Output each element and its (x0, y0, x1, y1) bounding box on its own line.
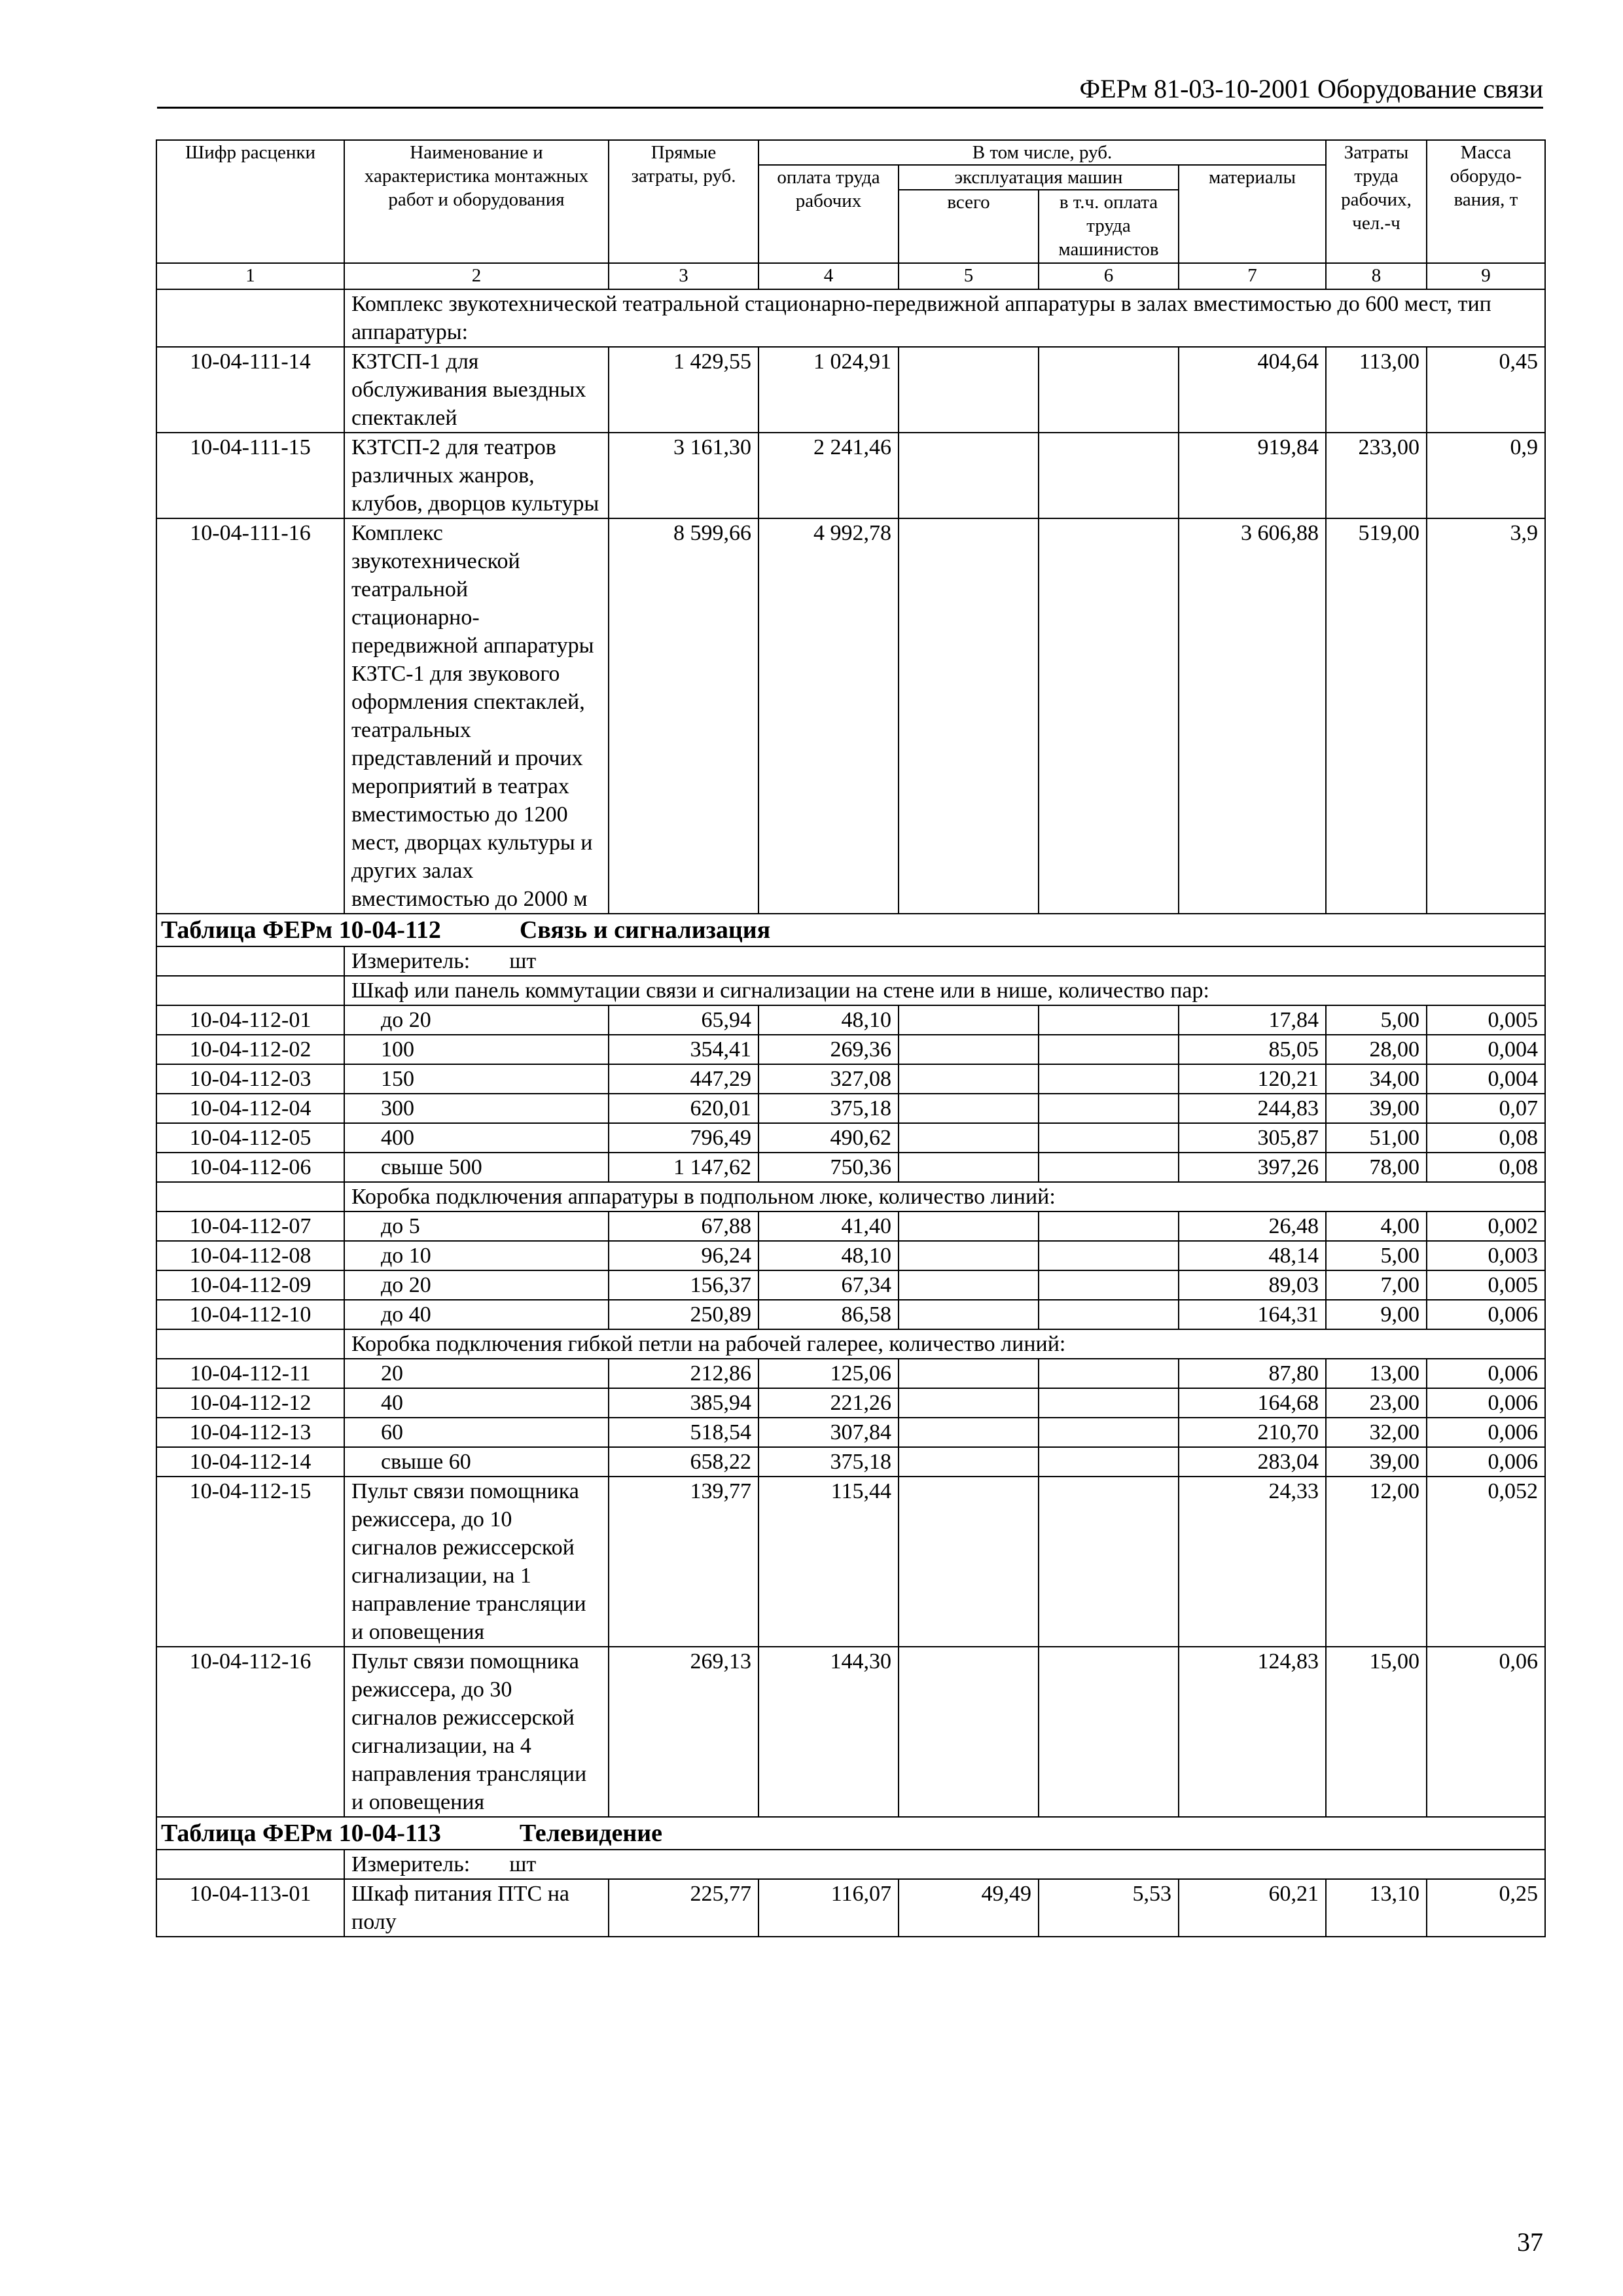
materials-cell: 120,21 (1179, 1064, 1326, 1094)
labor-hours-cell: 23,00 (1326, 1388, 1427, 1418)
col-direct-header: Прямые затраты, руб. (609, 140, 758, 263)
labor-hours-cell: 7,00 (1326, 1270, 1427, 1300)
machinist-pay-cell (1039, 1094, 1179, 1123)
machines-total-cell (899, 1153, 1039, 1182)
rate-code-cell: 10-04-111-14 (156, 347, 344, 433)
machines-total-cell (899, 1647, 1039, 1817)
table-row (156, 1005, 1545, 1035)
table-row (156, 1418, 1545, 1447)
mass-cell: 0,003 (1427, 1241, 1545, 1270)
table-row (156, 1064, 1545, 1094)
direct-cost-cell: 225,77 (609, 1879, 758, 1937)
mass-cell: 0,006 (1427, 1359, 1545, 1388)
materials-cell: 404,64 (1179, 347, 1326, 433)
materials-cell: 17,84 (1179, 1005, 1326, 1035)
mass-cell: 0,9 (1427, 433, 1545, 518)
labor-hours-cell: 78,00 (1326, 1153, 1427, 1182)
col-number: 3 (609, 263, 758, 289)
rate-code-cell: 10-04-112-16 (156, 1647, 344, 1817)
measure-label: Измеритель: (351, 1852, 471, 1876)
col-number: 2 (344, 263, 609, 289)
rates-table (156, 139, 1546, 1937)
materials-cell: 60,21 (1179, 1879, 1326, 1937)
labor-pay-cell: 221,26 (758, 1388, 899, 1418)
table-title-name: Связь и сигнализация (519, 916, 771, 944)
rate-code-cell: 10-04-112-09 (156, 1270, 344, 1300)
rate-code-cell: 10-04-112-04 (156, 1094, 344, 1123)
mass-cell: 0,006 (1427, 1300, 1545, 1329)
table-title (156, 914, 1545, 946)
materials-cell: 919,84 (1179, 433, 1326, 518)
mass-cell: 0,002 (1427, 1211, 1545, 1241)
col-number: 7 (1179, 263, 1326, 289)
labor-pay-cell: 144,30 (758, 1647, 899, 1817)
machines-total-cell (899, 1094, 1039, 1123)
labor-hours-cell: 519,00 (1326, 518, 1427, 914)
direct-cost-cell: 212,86 (609, 1359, 758, 1388)
blank-code-cell (156, 1329, 344, 1359)
table-row (156, 1300, 1545, 1329)
col-number: 4 (758, 263, 899, 289)
table-title-row (156, 1817, 1545, 1850)
work-name-cell: КЗТСП-1 для обслуживания выездных спектаклей (344, 347, 609, 433)
labor-pay-cell: 4 992,78 (758, 518, 899, 914)
labor-hours-cell: 9,00 (1326, 1300, 1427, 1329)
work-name-cell: Шкаф питания ПТС на полу (344, 1879, 609, 1937)
labor-hours-cell: 39,00 (1326, 1447, 1427, 1477)
work-name-cell: 400 (344, 1123, 609, 1153)
table-row (156, 1094, 1545, 1123)
machines-total-cell (899, 1064, 1039, 1094)
direct-cost-cell: 385,94 (609, 1388, 758, 1418)
machines-total-cell (899, 1447, 1039, 1477)
measure-row (156, 946, 1545, 976)
direct-cost-cell: 8 599,66 (609, 518, 758, 914)
rate-code-cell: 10-04-112-01 (156, 1005, 344, 1035)
labor-hours-cell: 34,00 (1326, 1064, 1427, 1094)
labor-hours-cell: 5,00 (1326, 1241, 1427, 1270)
machinist-pay-cell (1039, 518, 1179, 914)
direct-cost-cell: 96,24 (609, 1241, 758, 1270)
machinist-pay-cell (1039, 1447, 1179, 1477)
labor-hours-cell: 39,00 (1326, 1094, 1427, 1123)
labor-hours-cell: 233,00 (1326, 433, 1427, 518)
mass-cell: 0,005 (1427, 1270, 1545, 1300)
rate-code-cell: 10-04-112-12 (156, 1388, 344, 1418)
rate-code-cell: 10-04-112-15 (156, 1477, 344, 1647)
rate-code-cell: 10-04-112-10 (156, 1300, 344, 1329)
materials-cell: 48,14 (1179, 1241, 1326, 1270)
rate-code-cell: 10-04-112-05 (156, 1123, 344, 1153)
materials-cell: 305,87 (1179, 1123, 1326, 1153)
work-name-cell: 300 (344, 1094, 609, 1123)
measure-cell (344, 946, 1545, 976)
table-row (156, 1477, 1545, 1647)
labor-hours-cell: 28,00 (1326, 1035, 1427, 1064)
work-name-cell: до 5 (344, 1211, 609, 1241)
labor-pay-cell: 86,58 (758, 1300, 899, 1329)
labor-hours-cell: 5,00 (1326, 1005, 1427, 1035)
group-heading-row (156, 1329, 1545, 1359)
mass-cell: 0,45 (1427, 347, 1545, 433)
table-body (156, 289, 1545, 1937)
table-row (156, 1270, 1545, 1300)
table-row (156, 1123, 1545, 1153)
work-name-cell: 60 (344, 1418, 609, 1447)
direct-cost-cell: 67,88 (609, 1211, 758, 1241)
direct-cost-cell: 354,41 (609, 1035, 758, 1064)
labor-hours-cell: 13,10 (1326, 1879, 1427, 1937)
header-rule (157, 107, 1543, 109)
mass-cell: 0,004 (1427, 1035, 1545, 1064)
col-number: 5 (899, 263, 1039, 289)
table-header (156, 140, 1545, 289)
machines-total-cell (899, 1388, 1039, 1418)
labor-pay-cell: 1 024,91 (758, 347, 899, 433)
mass-cell: 0,006 (1427, 1447, 1545, 1477)
mass-cell: 0,07 (1427, 1094, 1545, 1123)
materials-cell: 24,33 (1179, 1477, 1326, 1647)
table-title-name: Телевидение (519, 1820, 662, 1847)
table-row (156, 1879, 1545, 1937)
work-name-cell: КЗТСП-2 для театров различных жанров, клубов, дворцов культуры (344, 433, 609, 518)
mass-cell: 0,004 (1427, 1064, 1545, 1094)
table-title-code: Таблица ФЕРм 10-04-113 (161, 1820, 441, 1847)
machines-total-cell (899, 1123, 1039, 1153)
machinist-pay-cell (1039, 1153, 1179, 1182)
machinist-pay-cell (1039, 347, 1179, 433)
blank-code-cell (156, 976, 344, 1005)
direct-cost-cell: 1 147,62 (609, 1153, 758, 1182)
blank-code-cell (156, 946, 344, 976)
machinist-pay-cell (1039, 433, 1179, 518)
page-header-title: ФЕРм 81-03-10-2001 Оборудование связи (1079, 74, 1543, 103)
col-name-header: Наименование и характеристика монтажных работ и оборудования (344, 140, 609, 263)
section-heading-row (156, 289, 1545, 347)
table-row (156, 1447, 1545, 1477)
machinist-pay-cell (1039, 1647, 1179, 1817)
direct-cost-cell: 3 161,30 (609, 433, 758, 518)
group-heading-text: Коробка подключения гибкой петли на рабочей галерее, количество линий: (344, 1329, 1545, 1359)
direct-cost-cell: 139,77 (609, 1477, 758, 1647)
table-row (156, 1647, 1545, 1817)
labor-pay-cell: 375,18 (758, 1094, 899, 1123)
machines-total-cell (899, 347, 1039, 433)
work-name-cell: 40 (344, 1388, 609, 1418)
labor-hours-cell: 13,00 (1326, 1359, 1427, 1388)
mass-cell: 0,08 (1427, 1153, 1545, 1182)
table-row (156, 1241, 1545, 1270)
work-name-cell: до 10 (344, 1241, 609, 1270)
rate-code-cell: 10-04-112-11 (156, 1359, 344, 1388)
materials-cell: 89,03 (1179, 1270, 1326, 1300)
table-row (156, 1211, 1545, 1241)
col-labor-cost-header: Затраты труда рабочих, чел.-ч (1326, 140, 1427, 263)
machinist-pay-cell: 5,53 (1039, 1879, 1179, 1937)
measure-unit: шт (509, 949, 537, 973)
labor-hours-cell: 51,00 (1326, 1123, 1427, 1153)
machines-total-cell (899, 1270, 1039, 1300)
materials-cell: 87,80 (1179, 1359, 1326, 1388)
work-name-cell: 150 (344, 1064, 609, 1094)
group-heading-text: Коробка подключения аппаратуры в подпольном люке, количество линий: (344, 1182, 1545, 1211)
measure-cell (344, 1850, 1545, 1879)
work-name-cell: Комплекс звукотехнической театральной стационарно-передвижной аппаратуры КЗТС-1 для звукового оформления спектаклей, театральных представлений и прочих мероприятий в театрах вместимостью до 1200 мест, дворцах культуры и других залах вместимостью до 2000 м (344, 518, 609, 914)
direct-cost-cell: 269,13 (609, 1647, 758, 1817)
work-name-cell: свыше 500 (344, 1153, 609, 1182)
materials-cell: 164,68 (1179, 1388, 1326, 1418)
work-name-cell: до 20 (344, 1270, 609, 1300)
mass-cell: 0,06 (1427, 1647, 1545, 1817)
rate-code-cell: 10-04-112-08 (156, 1241, 344, 1270)
col-labor-pay-header: оплата труда рабочих (758, 165, 899, 263)
blank-code-cell (156, 1182, 344, 1211)
group-heading-text: Комплекс звукотехнической театральной стационарно-передвижной аппаратуры в залах вместимостью до 600 мест, тип аппаратуры: (344, 289, 1545, 347)
materials-cell: 3 606,88 (1179, 518, 1326, 914)
labor-hours-cell: 12,00 (1326, 1477, 1427, 1647)
col-mass-header: Масса оборудо-вания, т (1427, 140, 1545, 263)
col-machines-header: эксплуатация машин (899, 165, 1179, 190)
machinist-pay-cell (1039, 1300, 1179, 1329)
labor-pay-cell: 41,40 (758, 1211, 899, 1241)
machinist-pay-cell (1039, 1241, 1179, 1270)
direct-cost-cell: 156,37 (609, 1270, 758, 1300)
labor-pay-cell: 48,10 (758, 1241, 899, 1270)
table-row (156, 1388, 1545, 1418)
machinist-pay-cell (1039, 1035, 1179, 1064)
work-name-cell: до 40 (344, 1300, 609, 1329)
col-incl-header: В том числе, руб. (758, 140, 1326, 165)
materials-cell: 244,83 (1179, 1094, 1326, 1123)
mass-cell: 3,9 (1427, 518, 1545, 914)
machinist-pay-cell (1039, 1418, 1179, 1447)
work-name-cell: до 20 (344, 1005, 609, 1035)
work-name-cell: Пульт связи помощника режиссера, до 30 сигналов режиссерской сигнализации, на 4 направления трансляции и оповещения (344, 1647, 609, 1817)
materials-cell: 164,31 (1179, 1300, 1326, 1329)
mass-cell: 0,25 (1427, 1879, 1545, 1937)
group-heading-text: Шкаф или панель коммутации связи и сигнализации на стене или в нише, количество пар: (344, 976, 1545, 1005)
rate-code-cell: 10-04-112-14 (156, 1447, 344, 1477)
labor-pay-cell: 67,34 (758, 1270, 899, 1300)
rate-code-cell: 10-04-112-02 (156, 1035, 344, 1064)
machines-total-cell (899, 1241, 1039, 1270)
direct-cost-cell: 518,54 (609, 1418, 758, 1447)
machines-total-cell (899, 1211, 1039, 1241)
direct-cost-cell: 796,49 (609, 1123, 758, 1153)
col-machinist-pay-header: в т.ч. оплата труда машинистов (1039, 190, 1179, 263)
labor-hours-cell: 4,00 (1326, 1211, 1427, 1241)
direct-cost-cell: 65,94 (609, 1005, 758, 1035)
table-row (156, 518, 1545, 914)
col-materials-header: материалы (1179, 165, 1326, 263)
rate-code-cell: 10-04-112-06 (156, 1153, 344, 1182)
measure-row (156, 1850, 1545, 1879)
machinist-pay-cell (1039, 1211, 1179, 1241)
direct-cost-cell: 447,29 (609, 1064, 758, 1094)
labor-pay-cell: 2 241,46 (758, 433, 899, 518)
rate-code-cell: 10-04-111-16 (156, 518, 344, 914)
rate-code-cell: 10-04-111-15 (156, 433, 344, 518)
rate-code-cell: 10-04-112-07 (156, 1211, 344, 1241)
machines-total-cell (899, 1359, 1039, 1388)
labor-pay-cell: 269,36 (758, 1035, 899, 1064)
rate-code-cell: 10-04-112-13 (156, 1418, 344, 1447)
direct-cost-cell: 1 429,55 (609, 347, 758, 433)
blank-code-cell (156, 289, 344, 347)
table-title-row (156, 914, 1545, 946)
group-heading-row (156, 1182, 1545, 1211)
table-row (156, 347, 1545, 433)
col-number: 1 (156, 263, 344, 289)
machines-total-cell (899, 518, 1039, 914)
machinist-pay-cell (1039, 1388, 1179, 1418)
labor-pay-cell: 327,08 (758, 1064, 899, 1094)
col-number: 8 (1326, 263, 1427, 289)
labor-pay-cell: 115,44 (758, 1477, 899, 1647)
machinist-pay-cell (1039, 1359, 1179, 1388)
page-number: 37 (1517, 2227, 1543, 2257)
group-heading-row (156, 976, 1545, 1005)
table-title-code: Таблица ФЕРм 10-04-112 (161, 916, 441, 944)
labor-hours-cell: 15,00 (1326, 1647, 1427, 1817)
labor-pay-cell: 490,62 (758, 1123, 899, 1153)
machines-total-cell (899, 433, 1039, 518)
materials-cell: 85,05 (1179, 1035, 1326, 1064)
measure-unit: шт (509, 1852, 537, 1876)
materials-cell: 397,26 (1179, 1153, 1326, 1182)
direct-cost-cell: 250,89 (609, 1300, 758, 1329)
mass-cell: 0,006 (1427, 1388, 1545, 1418)
work-name-cell: Пульт связи помощника режиссера, до 10 сигналов режиссерской сигнализации, на 1 направление трансляции и оповещения (344, 1477, 609, 1647)
direct-cost-cell: 658,22 (609, 1447, 758, 1477)
blank-code-cell (156, 1850, 344, 1879)
labor-pay-cell: 48,10 (758, 1005, 899, 1035)
materials-cell: 26,48 (1179, 1211, 1326, 1241)
table-row (156, 433, 1545, 518)
table-row (156, 1153, 1545, 1182)
machines-total-cell: 49,49 (899, 1879, 1039, 1937)
labor-pay-cell: 750,36 (758, 1153, 899, 1182)
rate-code-cell: 10-04-113-01 (156, 1879, 344, 1937)
materials-cell: 124,83 (1179, 1647, 1326, 1817)
labor-pay-cell: 375,18 (758, 1447, 899, 1477)
machines-total-cell (899, 1477, 1039, 1647)
col-number: 6 (1039, 263, 1179, 289)
col-number: 9 (1427, 263, 1545, 289)
machines-total-cell (899, 1005, 1039, 1035)
machinist-pay-cell (1039, 1064, 1179, 1094)
table-row (156, 1359, 1545, 1388)
table-title (156, 1817, 1545, 1850)
work-name-cell: свыше 60 (344, 1447, 609, 1477)
machinist-pay-cell (1039, 1123, 1179, 1153)
machines-total-cell (899, 1418, 1039, 1447)
materials-cell: 283,04 (1179, 1447, 1326, 1477)
machinist-pay-cell (1039, 1270, 1179, 1300)
col-machines-total-header: всего (899, 190, 1039, 263)
measure-label: Измеритель: (351, 949, 471, 973)
col-code-header: Шифр расценки (156, 140, 344, 263)
labor-pay-cell: 116,07 (758, 1879, 899, 1937)
work-name-cell: 100 (344, 1035, 609, 1064)
materials-cell: 210,70 (1179, 1418, 1326, 1447)
rate-code-cell: 10-04-112-03 (156, 1064, 344, 1094)
mass-cell: 0,052 (1427, 1477, 1545, 1647)
labor-pay-cell: 125,06 (758, 1359, 899, 1388)
table-row (156, 1035, 1545, 1064)
machinist-pay-cell (1039, 1477, 1179, 1647)
direct-cost-cell: 620,01 (609, 1094, 758, 1123)
mass-cell: 0,006 (1427, 1418, 1545, 1447)
machines-total-cell (899, 1035, 1039, 1064)
machinist-pay-cell (1039, 1005, 1179, 1035)
labor-hours-cell: 113,00 (1326, 347, 1427, 433)
work-name-cell: 20 (344, 1359, 609, 1388)
mass-cell: 0,005 (1427, 1005, 1545, 1035)
labor-hours-cell: 32,00 (1326, 1418, 1427, 1447)
labor-pay-cell: 307,84 (758, 1418, 899, 1447)
mass-cell: 0,08 (1427, 1123, 1545, 1153)
machines-total-cell (899, 1300, 1039, 1329)
